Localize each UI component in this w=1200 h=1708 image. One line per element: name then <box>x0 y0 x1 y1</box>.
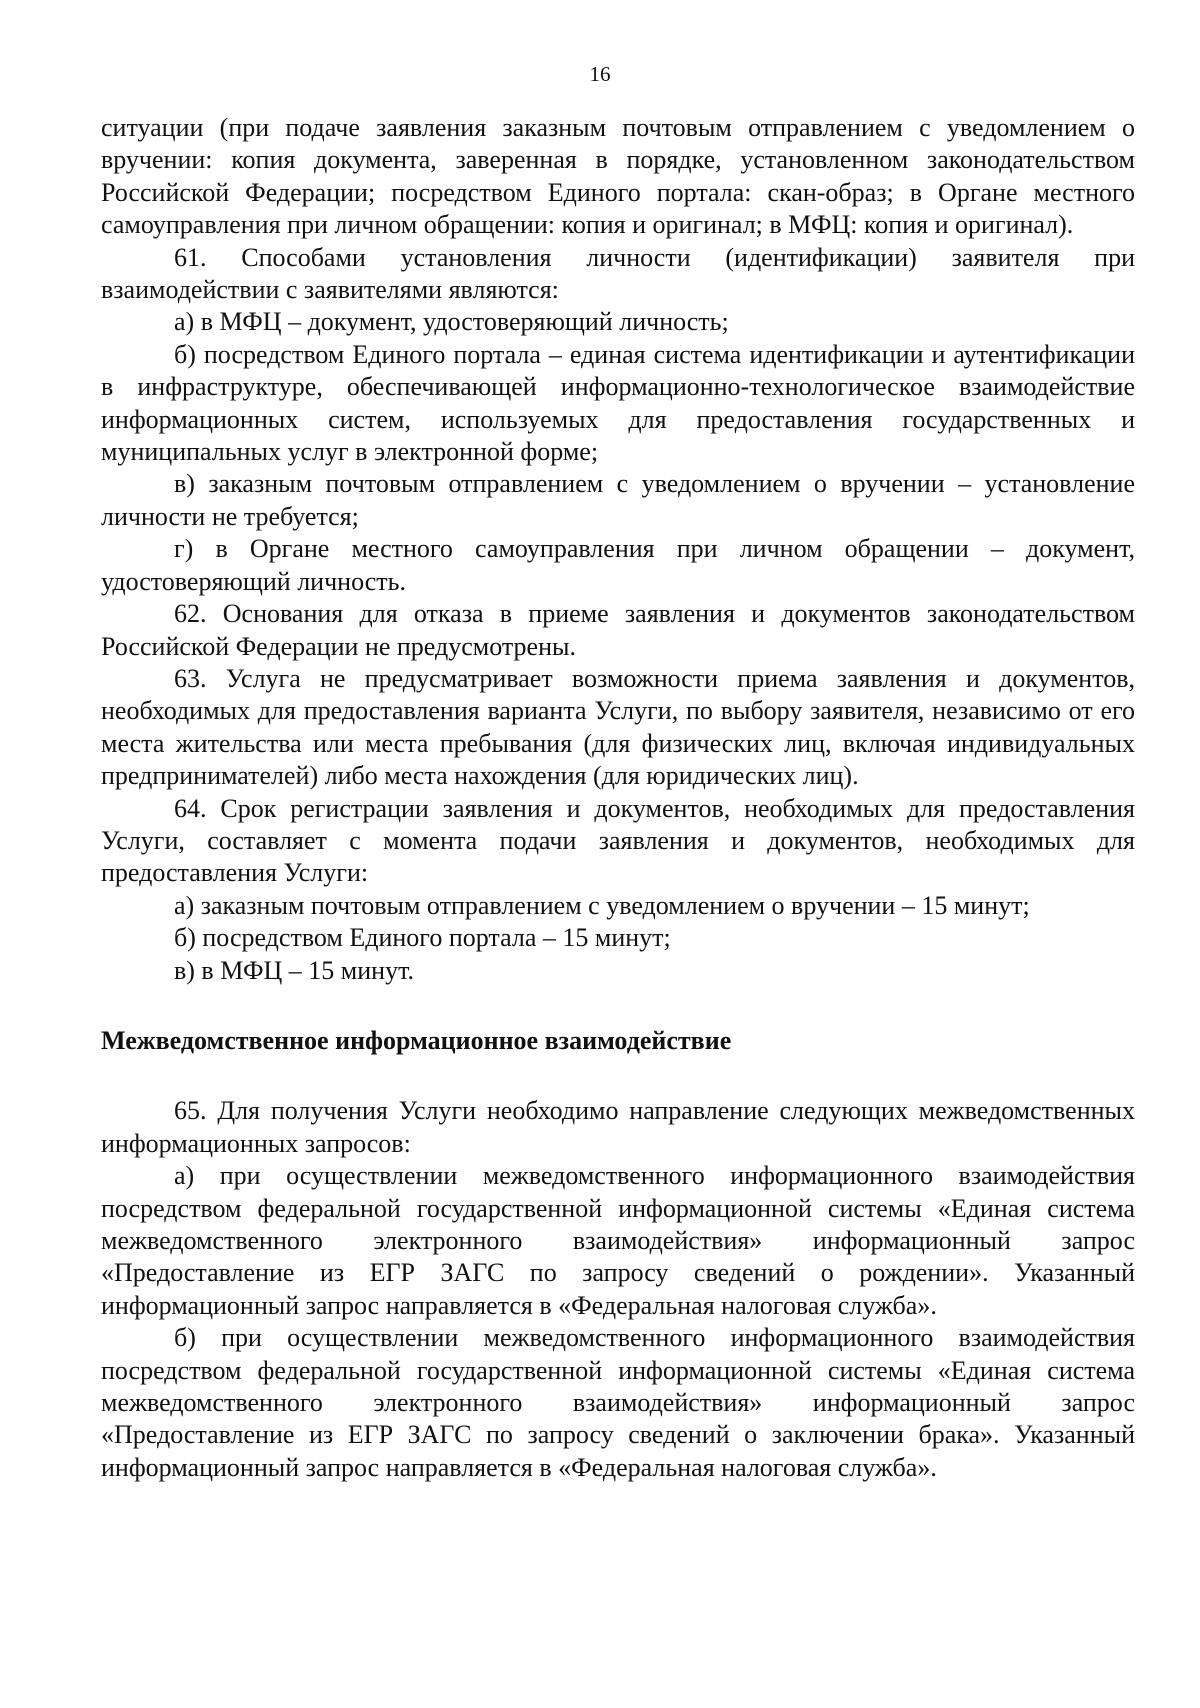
paragraph-63: 63. Услуга не предусматривает возможности приема заявления и документов, необходимых для предоставления варианта Услуги, по выбору заявителя, независимо от его места жительства или места пребывания (для физических лиц, включая индивидуальных предпринимателей) либо места нахождения (для юридических лиц). <box>101 663 1135 791</box>
list-item: б) посредством Единого портала – 15 минут; <box>174 923 671 953</box>
page-number: 16 <box>589 62 611 86</box>
list-item: а) заказным почтовым отправлением с уведомлением о вручении – 15 минут; <box>174 890 1030 920</box>
list-item: в) в МФЦ – 15 минут. <box>174 955 414 985</box>
list-item: а) при осуществлении межведомственного информационного взаимодействия посредством федеральной государственной информационной системы «Единая система межведомственного электронного взаимодействия» информационный запрос «Предоставление из ЕГР ЗАГС по запросу сведений о рождении». Указанный информационный запрос направляется в «Федеральная налоговая служба». <box>101 1161 1135 1320</box>
paragraph-61: 61. Способами установления личности (идентификации) заявителя при взаимодействии с заявителями являются: <box>101 242 1135 305</box>
paragraph: ситуации (при подаче заявления заказным почтовым отправлением с уведомлением о вручении: копия документа, заверенная в порядке, установленном законодательством Российской Федерации; посредством Единого портала: скан-образ; в Органе местного самоуправления при личном обращении: копия и оригинал; в МФЦ: копия и оригинал). <box>101 113 1135 240</box>
list-item: б) посредством Единого портала – единая система идентификации и аутентификации в инфраструктуре, обеспечивающей информационно-технологическое взаимодействие информационных систем, используемых для предоставления государственных и муниципальных услуг в электронной форме; <box>101 339 1135 467</box>
list-item: б) при осуществлении межведомственного информационного взаимодействия посредством федеральной государственной информационной системы «Единая система межведомственного электронного взаимодействия» информационный запрос «Предоставление из ЕГР ЗАГС по запросу сведений о заключении брака». Указанный информационный запрос направляется в «Федеральная налоговая служба». <box>101 1323 1135 1482</box>
paragraph-64: 64. Срок регистрации заявления и документов, необходимых для предоставления Услуги, составляет с момента подачи заявления и документов, необходимых для предоставления Услуги: <box>101 793 1135 888</box>
paragraph-62: 62. Основания для отказа в приеме заявления и документов законодательством Российской Федерации не предусмотрены. <box>101 599 1135 661</box>
list-item: г) в Органе местного самоуправления при личном обращении – документ, удостоверяющий личность. <box>101 534 1135 596</box>
document-body <box>101 112 1135 1484</box>
list-item: а) в МФЦ – документ, удостоверяющий личность; <box>174 307 729 337</box>
section-heading: Межведомственное информационное взаимодействие <box>101 1025 732 1055</box>
paragraph-65: 65. Для получения Услуги необходимо направление следующих межведомственных информационных запросов: <box>101 1096 1135 1158</box>
list-item: в) заказным почтовым отправлением с уведомлением о вручении – установление личности не требуется; <box>101 469 1135 531</box>
